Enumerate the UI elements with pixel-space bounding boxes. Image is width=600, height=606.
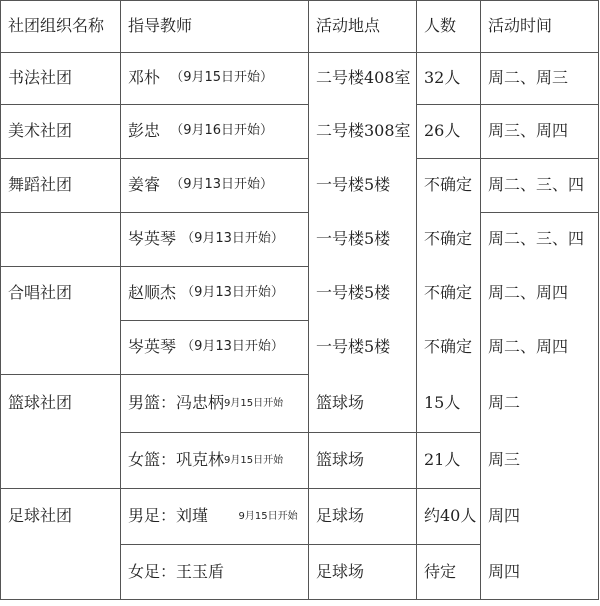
row-count: 21人 [424, 450, 461, 470]
row-count: 不确定 [424, 229, 473, 249]
row-club: 美术社团 [8, 121, 73, 141]
teacher-note: 9月15日开始 [224, 454, 284, 466]
header-count: 人数 [424, 16, 457, 36]
grid-line [598, 0, 599, 600]
teacher-name: 男足：刘瑾 [128, 506, 209, 526]
teacher-note: 9月15日开始 [238, 510, 298, 522]
teacher-name: 邓朴 [128, 68, 161, 88]
grid-line [480, 0, 481, 600]
row-teacher [120, 432, 308, 488]
teacher-name: 姜睿 [128, 175, 161, 195]
teacher-name: 岑英琴 [128, 229, 177, 249]
grid-line [0, 599, 599, 600]
teacher-name: 岑英琴 [128, 337, 177, 357]
row-time: 周二、三、四 [488, 229, 585, 249]
row-teacher [120, 488, 308, 544]
row-time: 周四 [488, 506, 521, 526]
row-time: 周三 [488, 450, 521, 470]
grid-line [0, 374, 309, 375]
grid-line [0, 158, 309, 159]
row-teacher [120, 158, 308, 212]
row-teacher [120, 104, 308, 158]
row-teacher [120, 544, 308, 600]
row-teacher [120, 266, 308, 320]
row-location: 一号楼5楼 [316, 175, 391, 195]
grid-line [120, 0, 121, 600]
row-club [0, 320, 120, 374]
row-count: 不确定 [424, 283, 473, 303]
grid-line [416, 0, 417, 600]
row-teacher [120, 52, 308, 104]
row-count: 不确定 [424, 337, 473, 357]
grid-line [0, 0, 599, 1]
row-teacher [120, 374, 308, 432]
row-club: 足球社团 [8, 506, 73, 526]
row-count: 26人 [424, 121, 461, 141]
row-location: 二号楼408室 [316, 68, 411, 88]
row-count: 不确定 [424, 175, 473, 195]
row-time: 周二、周三 [488, 68, 569, 88]
teacher-note: （9月15日开始） [170, 69, 274, 85]
row-time: 周二、周四 [488, 283, 569, 303]
grid-line [480, 212, 599, 213]
row-teacher [120, 320, 308, 374]
teacher-name: 彭忠 [128, 121, 161, 141]
row-time: 周二、周四 [488, 337, 569, 357]
grid-line [416, 104, 599, 105]
row-teacher [120, 212, 308, 266]
row-club [0, 212, 120, 266]
grid-line [0, 212, 309, 213]
row-location: 二号楼308室 [316, 121, 411, 141]
row-club: 书法社团 [8, 68, 73, 88]
row-location: 篮球场 [316, 393, 365, 413]
grid-line [416, 158, 599, 159]
grid-line [0, 266, 309, 267]
header-location: 活动地点 [316, 16, 381, 36]
teacher-note: 9月15日开始 [224, 397, 284, 409]
grid-line [120, 320, 309, 321]
row-count: 15人 [424, 393, 461, 413]
header-club: 社团组织名称 [8, 16, 105, 36]
teacher-note: （9月13日开始） [181, 230, 284, 246]
row-time: 周三、周四 [488, 121, 569, 141]
row-count: 约40人 [424, 506, 477, 526]
teacher-name: 赵顺杰 [128, 283, 177, 303]
row-location: 一号楼5楼 [316, 337, 391, 357]
teacher-name: 男篮：冯忠柄 [128, 393, 225, 413]
header-time: 活动时间 [488, 16, 553, 36]
teacher-note: （9月13日开始） [181, 284, 284, 300]
grid-line [120, 544, 481, 545]
row-location: 篮球场 [316, 450, 365, 470]
grid-line [0, 104, 309, 105]
row-count: 待定 [424, 562, 457, 582]
grid-line [120, 432, 309, 433]
row-count: 32人 [424, 68, 461, 88]
row-location: 足球场 [316, 562, 365, 582]
teacher-name: 女足：王玉盾 [128, 562, 225, 582]
row-club [0, 544, 120, 600]
grid-line [0, 52, 599, 53]
row-location: 一号楼5楼 [316, 283, 391, 303]
row-club [0, 432, 120, 488]
grid-line [0, 0, 1, 600]
row-location: 一号楼5楼 [316, 229, 391, 249]
row-time: 周四 [488, 562, 521, 582]
row-time: 周二、三、四 [488, 175, 585, 195]
grid-line [308, 0, 309, 600]
row-time: 周二 [488, 393, 521, 413]
grid-line [308, 432, 481, 433]
teacher-name: 女篮：巩克林 [128, 450, 225, 470]
row-location: 足球场 [316, 506, 365, 526]
teacher-note: （9月13日开始） [170, 176, 274, 192]
row-club: 合唱社团 [8, 283, 73, 303]
grid-line [0, 488, 481, 489]
header-teacher: 指导教师 [128, 16, 193, 36]
teacher-note: （9月16日开始） [170, 122, 274, 138]
row-club: 篮球社团 [8, 393, 73, 413]
row-club: 舞蹈社团 [8, 175, 73, 195]
teacher-note: （9月13日开始） [181, 338, 284, 354]
